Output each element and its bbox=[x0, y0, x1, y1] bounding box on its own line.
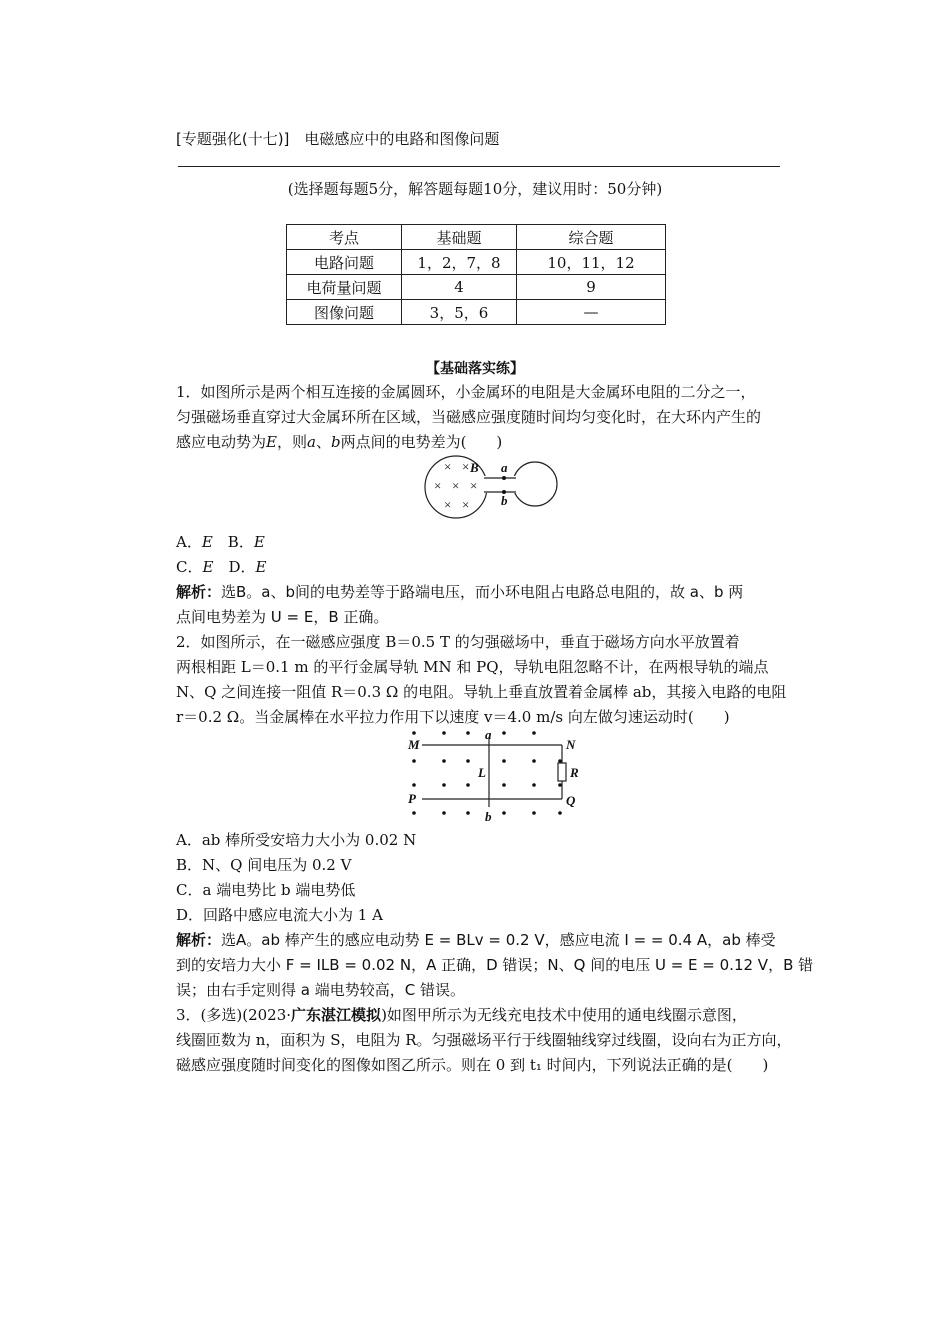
table-cell: 电路问题 bbox=[287, 250, 402, 275]
svg-text:×: × bbox=[462, 497, 470, 512]
label-B: B bbox=[470, 460, 479, 475]
q3-line-3: 磁感应强度随时间变化的图像如图乙所示。则在 0 到 t₁ 时间内，下列说法正确的是( ) bbox=[176, 1056, 769, 1074]
table-cell: 4 bbox=[402, 275, 517, 300]
scoring-note: (选择题每题5分，解答题每题10分，建议用时：50分钟) bbox=[287, 180, 663, 198]
svg-text:×: × bbox=[434, 478, 442, 493]
table-cell: — bbox=[517, 300, 666, 325]
q1-answer-2: 点间电势差为 U = E，B 正确。 bbox=[176, 608, 389, 626]
section-heading: 【基础落实练】 bbox=[426, 361, 524, 377]
q2-option-b: B．N、Q 间电压为 0.2 V bbox=[176, 856, 352, 874]
point-a bbox=[502, 476, 506, 480]
q2-line-4: r＝0.2 Ω。当金属棒在水平拉力作用下以速度 v＝4.0 m/s 向左做匀速运动时( ) bbox=[176, 708, 730, 726]
q3-line-1: 3．(多选)(2023·广东湛江模拟)如图甲所示为无线充电技术中使用的通电线圈示意图， bbox=[176, 1006, 747, 1024]
q2-answer-3: 误；由右手定则得 a 端电势较高，C 错误。 bbox=[176, 981, 465, 999]
q1-answer-1: 解析：选B。a、b间的电势差等于路端电压，而小环电阻占电路总电阻的，故 a、b 两 bbox=[176, 583, 744, 601]
table-cell: 10，11，12 bbox=[517, 250, 666, 275]
q2-answer-2: 到的安培力大小 F = ILB = 0.02 N，A 正确，D 错误；N、Q 间的电压 U = E = 0.12 V，B 错 bbox=[176, 956, 814, 974]
q1-line-2: 匀强磁场垂直穿过大金属环所在区域，当磁感应强度随时间均匀变化时，在大环内产生的 bbox=[176, 408, 762, 426]
label-N: N bbox=[566, 737, 576, 752]
svg-text:×: × bbox=[462, 459, 470, 474]
q1-line-3: 感应电动势为E，则a、b两点间的电势差为( ) bbox=[176, 433, 503, 451]
label-M: M bbox=[408, 737, 420, 752]
label-b: b bbox=[501, 493, 508, 508]
table-cell: 9 bbox=[517, 275, 666, 300]
q2-rail-figure bbox=[400, 727, 590, 823]
q2-option-a: A．ab 棒所受安培力大小为 0.02 N bbox=[176, 831, 417, 849]
q1-line-1: 1．如图所示是两个相互连接的金属圆环，小金属环的电阻是大金属环电阻的二分之一， bbox=[176, 383, 756, 401]
table-cell: 3，5，6 bbox=[402, 300, 517, 325]
table-row bbox=[287, 275, 666, 300]
svg-text:×: × bbox=[452, 478, 460, 493]
q2-option-c: C．a 端电势比 b 端电势低 bbox=[176, 881, 356, 899]
page-title: [专题强化(十七)] 电磁感应中的电路和图像问题 bbox=[176, 130, 500, 148]
svg-text:×: × bbox=[470, 478, 478, 493]
label-R: R bbox=[570, 765, 579, 780]
q2-line-2: 两根相距 L＝0.1 m 的平行金属导轨 MN 和 PQ，导轨电阻忽略不计，在两根导轨的端点 bbox=[176, 658, 769, 676]
svg-text:×: × bbox=[444, 497, 452, 512]
table-cell: 1，2，7，8 bbox=[402, 250, 517, 275]
resistor-R bbox=[558, 763, 566, 781]
table-row bbox=[287, 300, 666, 325]
field-dots bbox=[412, 731, 562, 815]
topic-table bbox=[286, 224, 666, 325]
table-header: 基础题 bbox=[402, 225, 517, 250]
q1-options-ab: A．E B．E bbox=[176, 533, 265, 551]
table-cell: 电荷量问题 bbox=[287, 275, 402, 300]
title-divider bbox=[178, 166, 780, 167]
table-header: 综合题 bbox=[517, 225, 666, 250]
table-cell: 图像问题 bbox=[287, 300, 402, 325]
q1-ring-figure bbox=[420, 454, 565, 526]
svg-text:×: × bbox=[444, 459, 452, 474]
q1-options-cd: C．E D．E bbox=[176, 558, 267, 576]
q3-line-2: 线圈匝数为 n，面积为 S，电阻为 R。匀强磁场平行于线圈轴线穿过线圈，设向右为正方向， bbox=[176, 1031, 792, 1049]
table-row bbox=[287, 250, 666, 275]
label-a: a bbox=[501, 460, 508, 475]
label-a: a bbox=[485, 727, 492, 742]
label-P: P bbox=[408, 791, 416, 806]
q2-option-d: D．回路中感应电流大小为 1 A bbox=[176, 906, 383, 924]
q2-line-1: 2．如图所示，在一磁感应强度 B＝0.5 T 的匀强磁场中，垂直于磁场方向水平放置着 bbox=[176, 633, 740, 651]
label-b: b bbox=[485, 809, 492, 823]
table-header: 考点 bbox=[287, 225, 402, 250]
q2-line-3: N、Q 之间连接一阻值 R＝0.3 Ω 的电阻。导轨上垂直放置着金属棒 ab，其接入电路的电阻 bbox=[176, 683, 787, 701]
table-header-row bbox=[287, 225, 666, 250]
q2-answer-1: 解析：选A。ab 棒产生的感应电动势 E = BLv = 0.2 V，感应电流 I = = 0.4 A，ab 棒受 bbox=[176, 931, 776, 949]
label-L: L bbox=[478, 765, 486, 780]
label-Q: Q bbox=[566, 793, 576, 808]
